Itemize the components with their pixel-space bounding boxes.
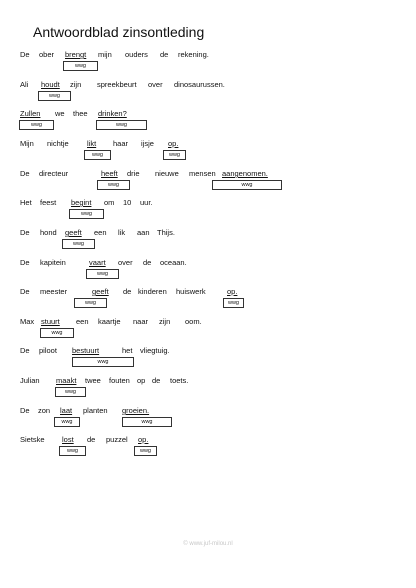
word: aan bbox=[137, 228, 150, 237]
word: oceaan. bbox=[160, 258, 187, 267]
word: 10 bbox=[123, 198, 132, 207]
word: dinosaurussen. bbox=[174, 80, 225, 89]
sentence-8 bbox=[0, 258, 416, 288]
word-verb: op. bbox=[138, 435, 149, 444]
word-verb: brengt bbox=[65, 50, 87, 59]
word-verb: lost bbox=[62, 435, 74, 444]
sentence-5 bbox=[0, 169, 416, 199]
word-verb: vaart bbox=[89, 258, 106, 267]
word-verb: aangenomen. bbox=[222, 169, 268, 178]
word: kaartje bbox=[98, 317, 121, 326]
answer-box[interactable]: wwg bbox=[38, 91, 71, 101]
word: nichtje bbox=[47, 139, 69, 148]
answer-box[interactable]: wwg bbox=[59, 446, 86, 456]
answer-box[interactable]: wwg bbox=[19, 120, 54, 130]
answer-box[interactable]: wwg bbox=[212, 180, 282, 190]
word: de bbox=[152, 376, 161, 385]
word: drie bbox=[127, 169, 140, 178]
word: directeur bbox=[39, 169, 69, 178]
word: Ali bbox=[20, 80, 29, 89]
word: puzzel bbox=[106, 435, 128, 444]
word-verb: geeft bbox=[92, 287, 109, 296]
word: zon bbox=[38, 406, 51, 415]
word: twee bbox=[85, 376, 101, 385]
word: ouders bbox=[125, 50, 148, 59]
word: de bbox=[123, 287, 132, 296]
word: haar bbox=[113, 139, 129, 148]
word: De bbox=[20, 228, 30, 237]
answer-box[interactable]: wwg bbox=[74, 298, 107, 308]
word: we bbox=[55, 109, 65, 118]
word: zijn bbox=[70, 80, 82, 89]
answer-box[interactable]: wwg bbox=[54, 417, 80, 427]
page-title: Antwoordblad zinsontleding bbox=[33, 24, 205, 40]
answer-box[interactable]: wwg bbox=[84, 150, 111, 160]
word: hond bbox=[40, 228, 57, 237]
answer-box[interactable]: wwg bbox=[122, 417, 172, 427]
word: fouten bbox=[109, 376, 130, 385]
word: een bbox=[76, 317, 89, 326]
word: naar bbox=[133, 317, 149, 326]
word: oom. bbox=[185, 317, 202, 326]
word: huiswerk bbox=[176, 287, 206, 296]
word: nieuwe bbox=[155, 169, 179, 178]
answer-box[interactable]: wwg bbox=[163, 150, 186, 160]
sentence-9 bbox=[0, 287, 416, 317]
sentence-7 bbox=[0, 228, 416, 258]
sentence-6 bbox=[0, 198, 416, 228]
answer-box[interactable]: wwg bbox=[72, 357, 134, 367]
word: De bbox=[20, 346, 30, 355]
word: Max bbox=[20, 317, 35, 326]
sentence-10 bbox=[0, 317, 416, 347]
answer-box[interactable]: wwg bbox=[97, 180, 130, 190]
word: lik bbox=[118, 228, 126, 237]
word-verb: likt bbox=[87, 139, 97, 148]
word: de bbox=[160, 50, 169, 59]
word-verb: begint bbox=[71, 198, 92, 207]
word-verb: op. bbox=[168, 139, 179, 148]
word: De bbox=[20, 169, 30, 178]
sentence-14 bbox=[0, 435, 416, 465]
word: vliegtuig. bbox=[140, 346, 170, 355]
sentence-3 bbox=[0, 109, 416, 139]
word: uur. bbox=[140, 198, 153, 207]
word-verb: laat bbox=[60, 406, 73, 415]
word: een bbox=[94, 228, 107, 237]
answer-box[interactable]: wwg bbox=[69, 209, 104, 219]
word-verb: drinken? bbox=[98, 109, 127, 118]
word-verb: bestuurt bbox=[72, 346, 100, 355]
word: mensen bbox=[189, 169, 216, 178]
word: rekening. bbox=[178, 50, 209, 59]
word: Julian bbox=[20, 376, 40, 385]
word: de bbox=[87, 435, 96, 444]
word: om bbox=[104, 198, 115, 207]
word: ober bbox=[39, 50, 55, 59]
sentence-12 bbox=[0, 376, 416, 406]
word-verb: maakt bbox=[56, 376, 77, 385]
word: zijn bbox=[159, 317, 171, 326]
word: op bbox=[137, 376, 146, 385]
word: het bbox=[122, 346, 133, 355]
word: thee bbox=[73, 109, 88, 118]
word: Sietske bbox=[20, 435, 45, 444]
answer-box[interactable]: wwg bbox=[96, 120, 147, 130]
sentence-11 bbox=[0, 346, 416, 376]
answer-box[interactable]: wwg bbox=[223, 298, 244, 308]
word: toets. bbox=[170, 376, 189, 385]
word-verb: houdt bbox=[41, 80, 60, 89]
word-verb: Zullen bbox=[20, 109, 41, 118]
sentence-13 bbox=[0, 406, 416, 436]
word: De bbox=[20, 50, 30, 59]
word: de bbox=[143, 258, 152, 267]
answer-box[interactable]: wwg bbox=[86, 269, 119, 279]
word-verb: stuurt bbox=[41, 317, 60, 326]
word: meester bbox=[40, 287, 68, 296]
copyright-footer: © www.juf-milou.nl bbox=[183, 541, 233, 547]
word: De bbox=[20, 258, 30, 267]
word-verb: op. bbox=[227, 287, 238, 296]
word: over bbox=[148, 80, 163, 89]
word: over bbox=[118, 258, 133, 267]
answer-box[interactable]: wwg bbox=[134, 446, 157, 456]
sentence-2 bbox=[0, 80, 416, 110]
word-verb: heeft bbox=[101, 169, 118, 178]
word: kapitein bbox=[40, 258, 66, 267]
word: Het bbox=[20, 198, 32, 207]
word: feest bbox=[40, 198, 57, 207]
word: kinderen bbox=[138, 287, 167, 296]
word: piloot bbox=[39, 346, 57, 355]
word: ijsje bbox=[141, 139, 154, 148]
word: mijn bbox=[98, 50, 112, 59]
answer-box[interactable]: wwg bbox=[63, 61, 98, 71]
word: planten bbox=[83, 406, 108, 415]
word-verb: groeien. bbox=[122, 406, 150, 415]
word: Mijn bbox=[20, 139, 34, 148]
word: De bbox=[20, 287, 30, 296]
sentence-4 bbox=[0, 139, 416, 169]
word: spreekbeurt bbox=[97, 80, 137, 89]
sentence-1 bbox=[0, 50, 416, 80]
answer-box[interactable]: wwg bbox=[40, 328, 74, 338]
word-verb: geeft bbox=[65, 228, 82, 237]
word: Thijs. bbox=[157, 228, 175, 237]
answer-box[interactable]: wwg bbox=[62, 239, 95, 249]
word: De bbox=[20, 406, 30, 415]
answer-box[interactable]: wwg bbox=[55, 387, 86, 397]
